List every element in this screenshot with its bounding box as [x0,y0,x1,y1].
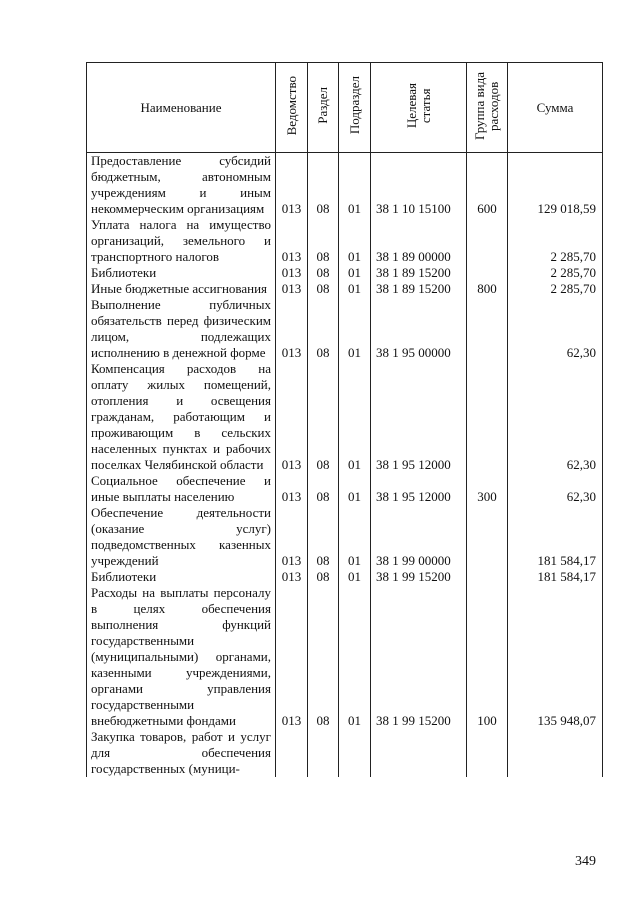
cell-section: 08 [308,585,339,729]
cell-name: Выполнение публичных обязательств перед физическим лицом, подлежащих исполнению в денежной форме [87,297,276,361]
cell-section: 08 [308,473,339,505]
cell-amount: 181 584,17 [508,569,603,585]
table-header [87,63,603,153]
cell-subsection: 01 [339,153,371,218]
cell-expense-group [467,505,508,569]
cell-expense-group [467,569,508,585]
page-number: 349 [575,854,596,869]
cell-department: 013 [276,473,308,505]
cell-department: 013 [276,505,308,569]
table-row [87,281,603,297]
cell-amount: 62,30 [508,361,603,473]
cell-name: Социальное обеспечение и иные выплаты населению [87,473,276,505]
budget-table [86,62,603,777]
cell-name: Библиотеки [87,265,276,281]
cell-expense-group: 600 [467,153,508,218]
cell-name: Расходы на выплаты персоналу в целях обеспечения выполнения функций государственными (муниципальными) органами, казенными учреждениями, органами управления государственными внебюджетными фондами [87,585,276,729]
cell-amount: 129 018,59 [508,153,603,218]
header-name: Наименование [87,63,276,153]
cell-amount [508,729,603,777]
cell-amount: 2 285,70 [508,217,603,265]
cell-section: 08 [308,569,339,585]
header-section: Раздел [308,63,339,153]
table-row [87,505,603,569]
table-row [87,569,603,585]
cell-section: 08 [308,281,339,297]
table-row [87,153,603,218]
cell-target-article: 38 1 89 15200 [371,281,467,297]
header-subsection: Подраздел [339,63,371,153]
table-row [87,585,603,729]
cell-name: Уплата налога на имущество организаций, земельного и транспортного налогов [87,217,276,265]
cell-expense-group [467,361,508,473]
cell-target-article [371,729,467,777]
cell-subsection: 01 [339,569,371,585]
cell-target-article: 38 1 89 15200 [371,265,467,281]
cell-expense-group [467,265,508,281]
cell-expense-group [467,217,508,265]
cell-amount: 181 584,17 [508,505,603,569]
cell-target-article: 38 1 99 15200 [371,585,467,729]
cell-section: 08 [308,297,339,361]
cell-name: Обеспечение деятельности (оказание услуг) подведомственных казенных учреждений [87,505,276,569]
cell-section: 08 [308,217,339,265]
cell-department: 013 [276,569,308,585]
cell-section [308,729,339,777]
cell-subsection: 01 [339,265,371,281]
cell-name: Закупка товаров, работ и услуг для обеспечения государственных (муници- [87,729,276,777]
cell-target-article: 38 1 89 00000 [371,217,467,265]
table-row [87,361,603,473]
cell-department: 013 [276,297,308,361]
cell-target-article: 38 1 99 00000 [371,505,467,569]
cell-department: 013 [276,153,308,218]
cell-department: 013 [276,217,308,265]
cell-department: 013 [276,361,308,473]
cell-name: Компенсация расходов на оплату жилых помещений, отопления и освещения гражданам, работающим и проживающим в сельских населенных пунктах и рабочих поселках Челябинской области [87,361,276,473]
cell-amount: 2 285,70 [508,265,603,281]
cell-subsection [339,729,371,777]
cell-target-article: 38 1 10 15100 [371,153,467,218]
cell-amount: 2 285,70 [508,281,603,297]
cell-name: Библиотеки [87,569,276,585]
cell-department: 013 [276,265,308,281]
cell-department: 013 [276,585,308,729]
header-target-article: Целевая статья [371,63,467,153]
cell-expense-group: 100 [467,585,508,729]
cell-section: 08 [308,153,339,218]
cell-department: 013 [276,281,308,297]
cell-subsection: 01 [339,297,371,361]
cell-expense-group: 300 [467,473,508,505]
cell-section: 08 [308,265,339,281]
cell-expense-group [467,729,508,777]
cell-amount: 62,30 [508,473,603,505]
table-row [87,217,603,265]
cell-department [276,729,308,777]
cell-section: 08 [308,361,339,473]
cell-expense-group [467,297,508,361]
cell-target-article: 38 1 99 15200 [371,569,467,585]
cell-name: Предоставление субсидий бюджетным, автономным учреждениям и иным некоммерческим организациям [87,153,276,218]
cell-subsection: 01 [339,473,371,505]
header-amount: Сумма [508,63,603,153]
table-body [87,153,603,778]
cell-amount: 62,30 [508,297,603,361]
cell-subsection: 01 [339,217,371,265]
cell-target-article: 38 1 95 00000 [371,297,467,361]
table-row [87,297,603,361]
cell-amount: 135 948,07 [508,585,603,729]
cell-subsection: 01 [339,281,371,297]
cell-subsection: 01 [339,585,371,729]
cell-subsection: 01 [339,505,371,569]
cell-target-article: 38 1 95 12000 [371,473,467,505]
cell-expense-group: 800 [467,281,508,297]
cell-section: 08 [308,505,339,569]
header-expense-group: Группа вида расходов [467,63,508,153]
cell-subsection: 01 [339,361,371,473]
cell-name: Иные бюджетные ассигнования [87,281,276,297]
table-row [87,729,603,777]
header-department: Ведомство [276,63,308,153]
cell-target-article: 38 1 95 12000 [371,361,467,473]
table-row [87,473,603,505]
table-row [87,265,603,281]
